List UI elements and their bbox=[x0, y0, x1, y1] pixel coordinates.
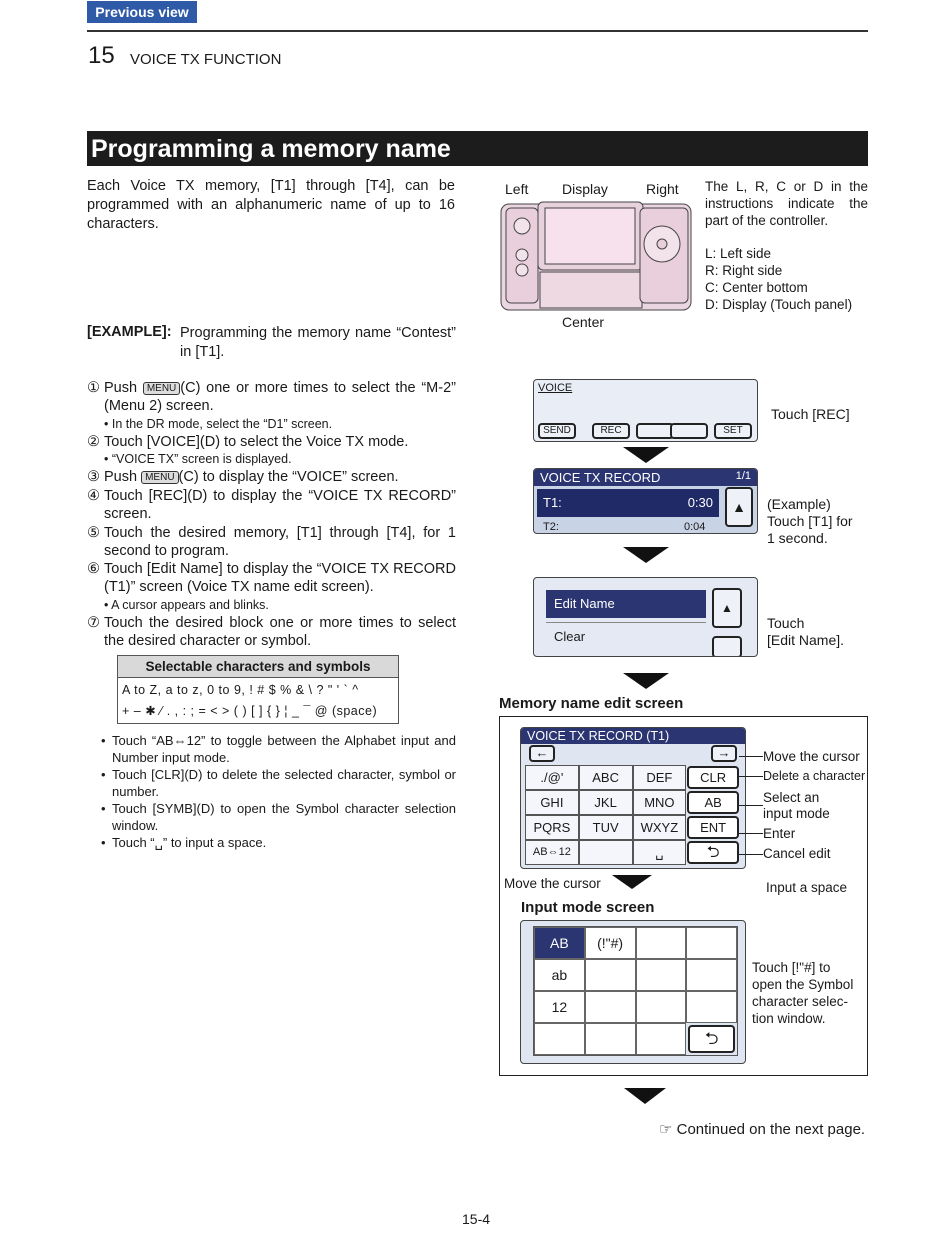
controller-note: The L, R, C or D in the instructions indicate the part of the controller. bbox=[705, 179, 868, 228]
return-button[interactable]: ⮌ bbox=[688, 1025, 735, 1053]
blank-button[interactable] bbox=[670, 423, 708, 439]
input-mode-title: Input mode screen bbox=[521, 899, 655, 916]
step-3: ③ Push MENU (C) to display the “VOICE” screen. bbox=[87, 469, 399, 485]
intro-paragraph: Each Voice TX memory, [T1] through [T4], can be programmed with an alphanumeric name of up to 16 characters. bbox=[87, 178, 455, 232]
callout-line bbox=[739, 776, 763, 777]
table-row: + – ✱ ⁄ . , : ; = < > ( ) [ ] { } ¦ _ ¯ @ (space) bbox=[122, 704, 378, 718]
clear-item[interactable]: Clear bbox=[546, 622, 706, 650]
cursor-right-button[interactable]: → bbox=[711, 745, 737, 762]
ent-button[interactable]: ENT bbox=[687, 816, 739, 839]
input-mode-button[interactable]: AB bbox=[687, 791, 739, 814]
mode-blank[interactable] bbox=[686, 991, 737, 1023]
space-button[interactable]: ␣ bbox=[633, 840, 687, 865]
bullet-item: • Touch [CLR](D) to delete the selected character, symbol or number. bbox=[101, 767, 456, 799]
step-6-note: • A cursor appears and blinks. bbox=[104, 598, 269, 612]
label-display: Display bbox=[562, 181, 608, 197]
callout-cancel: Cancel edit bbox=[763, 846, 831, 861]
menu-key-icon: MENU bbox=[141, 471, 178, 484]
mode-blank[interactable] bbox=[686, 959, 737, 991]
input-mode-note: Touch [!"#] to open the Symbol character selec- tion window. bbox=[752, 960, 854, 1026]
table-row: A to Z, a to z, 0 to 9, ! # $ % & \ ? " ' ` ^ bbox=[122, 683, 359, 697]
page-number: 15-4 bbox=[462, 1211, 491, 1227]
key-tuv[interactable]: TUV bbox=[579, 815, 633, 840]
key-blank[interactable] bbox=[579, 840, 633, 865]
bullet-item: • Touch “AB⇔12” to toggle between the Alphabet input and Number input mode. bbox=[101, 733, 456, 765]
callout-line bbox=[739, 854, 763, 855]
mode-blank[interactable] bbox=[585, 1023, 636, 1055]
legend-center: C: Center bottom bbox=[705, 280, 808, 295]
input-mode-grid bbox=[533, 926, 738, 1056]
set-button[interactable]: SET bbox=[714, 423, 752, 439]
menu-key-icon: MENU bbox=[143, 382, 180, 395]
callout-select-mode: Select an input mode bbox=[763, 790, 830, 821]
chapter-number: 15 bbox=[88, 42, 115, 69]
key-ghi[interactable]: GHI bbox=[525, 790, 579, 815]
step-2: ② Touch [VOICE](D) to select the Voice TX mode. bbox=[87, 434, 409, 450]
mode-blank[interactable] bbox=[585, 991, 636, 1023]
scroll-up-button[interactable]: ▲ bbox=[712, 588, 742, 628]
down-arrow-icon bbox=[624, 1088, 666, 1104]
key-def[interactable]: DEF bbox=[633, 765, 687, 790]
mode-blank[interactable] bbox=[636, 991, 687, 1023]
mode-symbol-button[interactable]: (!"#) bbox=[585, 927, 636, 959]
table-header: Selectable characters and symbols bbox=[118, 656, 398, 678]
screen2-note: (Example) Touch [T1] for 1 second. bbox=[767, 496, 853, 546]
callout-enter: Enter bbox=[763, 826, 796, 841]
callout-line bbox=[739, 805, 763, 806]
mode-blank[interactable] bbox=[534, 1023, 585, 1055]
controller-illustration bbox=[500, 200, 692, 312]
legend-display: D: Display (Touch panel) bbox=[705, 297, 853, 312]
chapter-title: VOICE TX FUNCTION bbox=[130, 51, 282, 68]
scroll-up-button[interactable]: ▲ bbox=[725, 487, 753, 527]
bullet-item: • Touch [SYMB](D) to open the Symbol character selection window. bbox=[101, 801, 456, 833]
voice-tx-record-screen bbox=[533, 468, 758, 534]
callout-move-cursor-bottom: Move the cursor bbox=[504, 876, 601, 891]
header-rule bbox=[87, 30, 868, 32]
label-left: Left bbox=[505, 181, 529, 197]
mode-blank[interactable] bbox=[636, 959, 687, 991]
send-button[interactable]: SEND bbox=[538, 423, 576, 439]
memory-edit-title: Memory name edit screen bbox=[499, 695, 684, 712]
down-arrow-icon bbox=[623, 447, 669, 463]
mode-lowercase-button[interactable]: ab bbox=[534, 959, 585, 991]
continued-note: ☞ Continued on the next page. bbox=[659, 1121, 866, 1138]
keypad-grid bbox=[525, 765, 740, 865]
mode-blank[interactable] bbox=[636, 1023, 687, 1055]
section-title: Programming a memory name bbox=[87, 131, 868, 166]
step-7: ⑦ Touch the desired block one or more times to select the desired character or symbol. bbox=[87, 615, 456, 649]
rec-button[interactable]: REC bbox=[592, 423, 630, 439]
callout-space: Input a space bbox=[766, 880, 848, 895]
memory-t2-row[interactable]: T2: bbox=[543, 521, 559, 533]
down-arrow-icon bbox=[623, 673, 669, 689]
step-6: ⑥ Touch [Edit Name] to display the “VOICE TX RECORD (T1)” screen (Voice TX name edit screen). bbox=[87, 561, 456, 595]
mode-number-button[interactable]: 12 bbox=[534, 991, 585, 1023]
blank-button[interactable] bbox=[636, 423, 674, 439]
cancel-edit-button[interactable]: ⮌ bbox=[687, 841, 739, 864]
key-symbols[interactable]: ./@' bbox=[525, 765, 579, 790]
clr-button[interactable]: CLR bbox=[687, 766, 739, 789]
step-1: ① Push MENU (C) one or more times to select the “M-2” (Menu 2) screen. bbox=[87, 380, 456, 414]
mode-blank[interactable] bbox=[686, 927, 737, 959]
callout-line bbox=[739, 756, 763, 757]
step-2-note: • “VOICE TX” screen is displayed. bbox=[104, 452, 292, 466]
key-pqrs[interactable]: PQRS bbox=[525, 815, 579, 840]
step-4: ④ Touch [REC](D) to display the “VOICE TX RECORD” screen. bbox=[87, 488, 456, 522]
example-label: [EXAMPLE]: bbox=[87, 324, 172, 340]
key-wxyz[interactable]: WXYZ bbox=[633, 815, 687, 840]
screen-title-bar: VOICE TX RECORD (T1) bbox=[521, 728, 745, 744]
step-1-note: • In the DR mode, select the “D1” screen. bbox=[104, 417, 333, 431]
edit-menu-screen bbox=[533, 577, 758, 657]
edit-name-item[interactable]: Edit Name bbox=[546, 590, 706, 618]
mode-blank[interactable] bbox=[585, 959, 636, 991]
memory-t2-time: 0:04 bbox=[684, 521, 706, 533]
mode-ab-button[interactable]: AB bbox=[534, 927, 585, 959]
step-number: ① bbox=[87, 380, 100, 396]
legend-left: L: Left side bbox=[705, 246, 772, 261]
step-5: ⑤ Touch the desired memory, [T1] through [T4], for 1 second to program. bbox=[87, 525, 456, 559]
screen3-note: Touch [Edit Name]. bbox=[767, 615, 845, 648]
callout-move-cursor: Move the cursor bbox=[763, 749, 860, 764]
mode-blank[interactable] bbox=[636, 927, 687, 959]
label-center: Center bbox=[562, 314, 605, 330]
cursor-left-button[interactable]: ← bbox=[529, 745, 555, 762]
voice-screen-title: VOICE bbox=[538, 382, 573, 394]
label-right: Right bbox=[646, 181, 679, 197]
down-arrow-icon bbox=[612, 875, 652, 889]
key-jkl[interactable]: JKL bbox=[579, 790, 633, 815]
key-abc[interactable]: ABC bbox=[579, 765, 633, 790]
screen-title-bar: VOICE TX RECORD 1/1 bbox=[534, 469, 757, 486]
bullet-item: • Touch “␣” to input a space. bbox=[101, 835, 267, 850]
down-arrow-icon bbox=[623, 547, 669, 563]
previous-view-button[interactable]: Previous view bbox=[87, 1, 197, 23]
screen1-note: Touch [REC] bbox=[771, 406, 850, 422]
key-mno[interactable]: MNO bbox=[633, 790, 687, 815]
callout-line bbox=[739, 833, 763, 834]
memory-t1-row[interactable]: T1: 0:30 bbox=[537, 489, 719, 517]
characters-table bbox=[117, 655, 399, 724]
legend-right: R: Right side bbox=[705, 263, 783, 278]
ab-12-toggle-button[interactable]: AB⇔12 bbox=[525, 840, 579, 865]
voice-screen bbox=[533, 379, 758, 442]
callout-delete: Delete a character bbox=[763, 769, 866, 783]
scroll-down-button[interactable] bbox=[712, 636, 742, 657]
example-text: Programming the memory name “Contest” in [T1]. bbox=[180, 325, 456, 360]
